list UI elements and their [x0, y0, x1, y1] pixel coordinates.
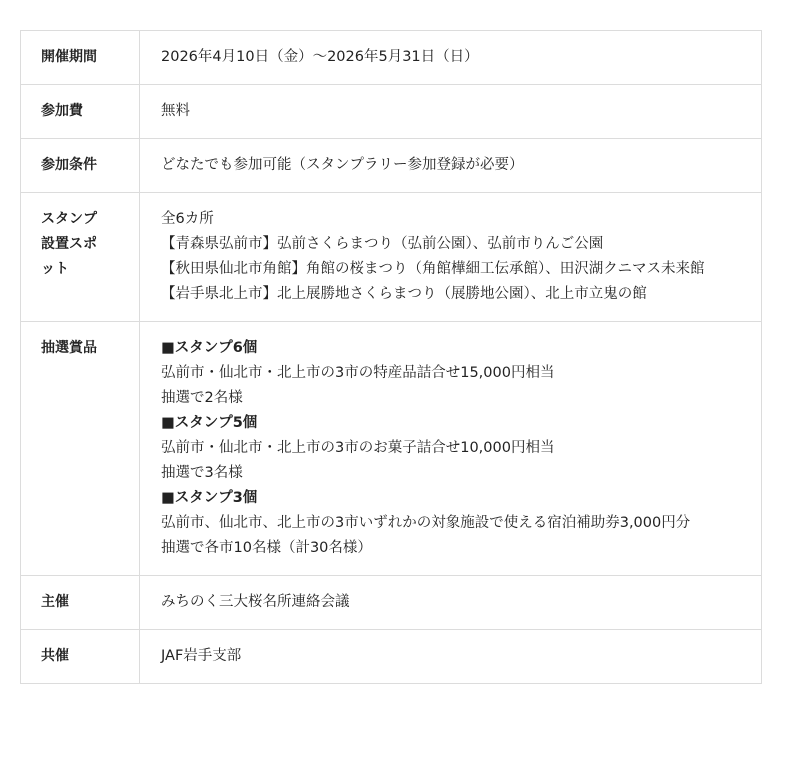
- row-value-conditions: どなたでも参加可能（スタンプラリー参加登録が必要）: [140, 139, 762, 193]
- row-label-stamp-spots: [21, 193, 140, 322]
- table-row-fee: [21, 85, 762, 139]
- row-label-co-organizer: 共催: [21, 630, 140, 684]
- label-line: 設置スポ: [41, 236, 97, 252]
- row-label-period: 開催期間: [21, 31, 140, 85]
- row-label-fee: 参加費: [21, 85, 140, 139]
- table-row-prizes: [21, 322, 762, 576]
- prize-count: 抽選で2名様: [161, 390, 243, 406]
- event-info-table: [20, 30, 762, 684]
- prize-item: 弘前市・仙北市・北上市の3市の特産品詰合せ15,000円相当: [161, 365, 555, 381]
- spot-count: 全6カ所: [161, 211, 214, 227]
- label-line: ット: [41, 261, 69, 277]
- row-value-period: 2026年4月10日（金）〜2026年5月31日（日）: [140, 31, 762, 85]
- spot-iwate: 【岩手県北上市】北上展勝地さくらまつり（展勝地公園）、北上市立鬼の館: [161, 286, 647, 302]
- prize-heading: ■スタンプ3個: [161, 490, 258, 506]
- row-value-co-organizer: JAF岩手支部: [140, 630, 762, 684]
- prize-item: 弘前市・仙北市・北上市の3市のお菓子詰合せ10,000円相当: [161, 440, 555, 456]
- row-value-prizes: [140, 322, 762, 576]
- prize-count: 抽選で3名様: [161, 465, 243, 481]
- spot-akita: 【秋田県仙北市角館】角館の桜まつり（角館樺細工伝承館）、田沢湖クニマス未来館: [161, 261, 705, 277]
- row-label-conditions: 参加条件: [21, 139, 140, 193]
- spot-aomori: 【青森県弘前市】弘前さくらまつり（弘前公園）、弘前市りんご公園: [161, 236, 604, 252]
- prize-heading: ■スタンプ5個: [161, 415, 258, 431]
- label-line: スタンプ: [41, 211, 97, 227]
- table-row-organizer: [21, 576, 762, 630]
- row-value-stamp-spots: [140, 193, 762, 322]
- row-value-organizer: みちのく三大桜名所連絡会議: [140, 576, 762, 630]
- row-label-prizes: 抽選賞品: [21, 322, 140, 576]
- table-row-conditions: [21, 139, 762, 193]
- row-value-fee: 無料: [140, 85, 762, 139]
- prize-item: 弘前市、仙北市、北上市の3市いずれかの対象施設で使える宿泊補助券3,000円分: [161, 515, 691, 531]
- prize-count: 抽選で各市10名様（計30名様）: [161, 540, 372, 556]
- row-label-organizer: 主催: [21, 576, 140, 630]
- table-row-period: [21, 31, 762, 85]
- table-row-co-organizer: [21, 630, 762, 684]
- prize-heading: ■スタンプ6個: [161, 340, 258, 356]
- table-row-stamp-spots: [21, 193, 762, 322]
